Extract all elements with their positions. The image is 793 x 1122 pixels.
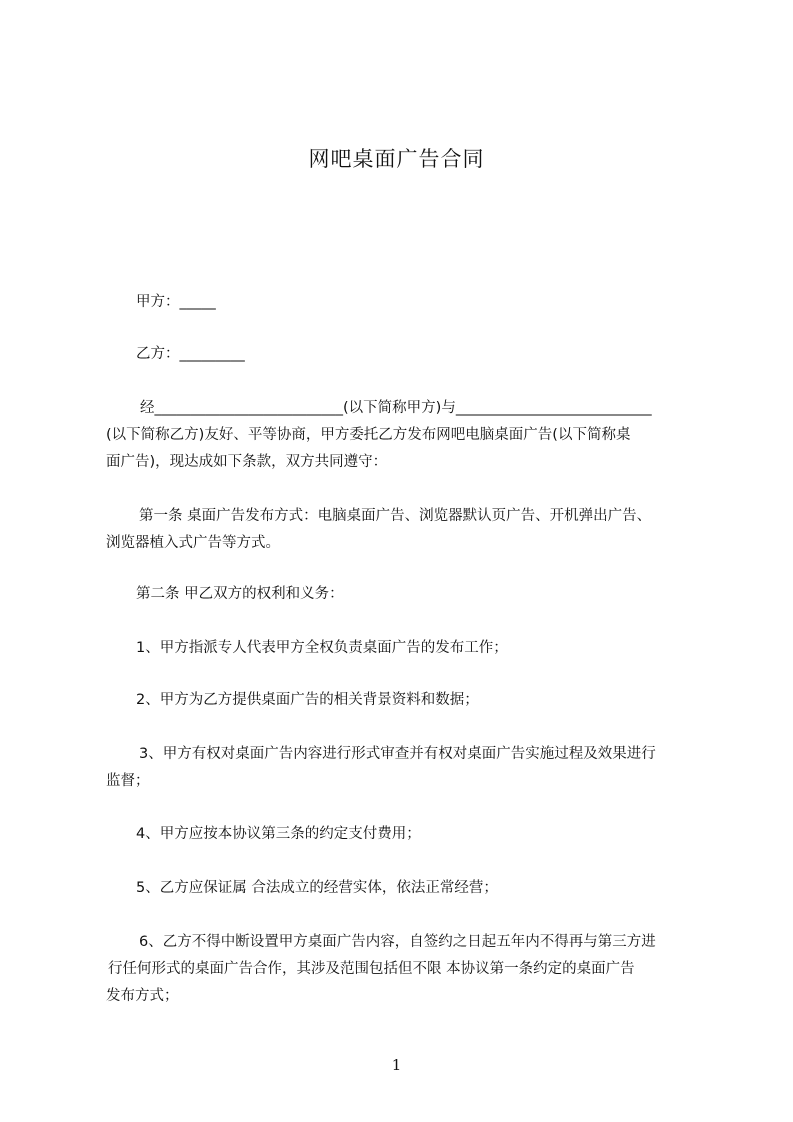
article-1-line-1: 第一条 桌面广告发布方式：电脑桌面广告、浏览器默认页广告、开机弹出广告、 <box>139 508 652 524</box>
party-a-line: 甲方：_____ <box>136 294 216 310</box>
item-3-line-2: 监督； <box>106 773 150 789</box>
party-b-line: 乙方：_________ <box>136 346 245 362</box>
item-6-line-3: 发布方式； <box>106 988 179 1004</box>
item-1: 1、甲方指派专人代表甲方全权负责桌面广告的发布工作； <box>136 640 508 656</box>
article-2-heading: 第二条 甲乙双方的权利和义务： <box>136 586 344 602</box>
item-2: 2、甲方为乙方提供桌面广告的相关背景资料和数据； <box>136 692 479 708</box>
preamble-line-3: 面广告)，现达成如下条款，双方共同遵守： <box>106 454 388 470</box>
item-5: 5、乙方应保证属 合法成立的经营实体，依法正常经营； <box>136 880 498 896</box>
page-number: 1 <box>391 1056 402 1074</box>
preamble-line-1: 经__________________________(以下简称甲方)与___________________________ <box>140 400 652 416</box>
item-6-line-2: 行任何形式的桌面广告合作，其涉及范围包括但不限 本协议第一条约定的桌面广告 <box>108 961 635 977</box>
item-3-line-1: 3、甲方有权对桌面广告内容进行形式审查并有权对桌面广告实施过程及效果进行 <box>139 746 656 762</box>
item-6-line-1: 6、乙方不得中断设置甲方桌面广告内容，自签约之日起五年内不得再与第三方进 <box>139 934 656 950</box>
preamble-line-2: (以下简称乙方)友好、平等协商，甲方委托乙方发布网吧电脑桌面广告(以下简称桌 <box>106 427 631 443</box>
item-4: 4、甲方应按本协议第三条的约定支付费用； <box>136 826 421 842</box>
article-1-line-2: 浏览器植入式广告等方式。 <box>106 535 280 551</box>
document-title: 网吧桌面广告合同 <box>308 147 485 171</box>
